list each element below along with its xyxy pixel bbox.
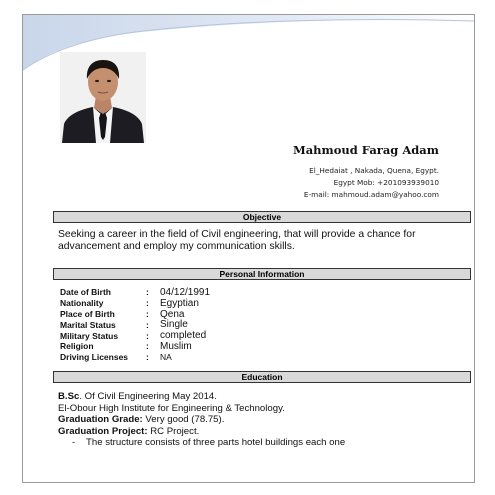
- info-value: Egyptian: [160, 297, 199, 309]
- info-value: completed: [160, 330, 207, 342]
- info-row-military-status: [60, 330, 210, 341]
- project-line: [58, 426, 468, 438]
- project-value: RC Project.: [147, 425, 200, 437]
- project-detail-line: [58, 437, 468, 449]
- contact-block: [304, 165, 439, 201]
- project-label: Graduation Project:: [58, 425, 148, 437]
- info-label: Place of Birth: [60, 308, 115, 319]
- info-label: Driving Licenses: [60, 352, 129, 363]
- objective-heading: Objective: [53, 211, 471, 223]
- info-row-place-of-birth: [60, 309, 210, 320]
- address-line: El_Hedaiat , Nakada, Quena, Egypt.: [309, 166, 439, 175]
- info-value: NA: [160, 352, 172, 363]
- degree-text: . Of Civil Engineering May 2014.: [79, 391, 217, 402]
- info-colon: :: [146, 330, 149, 341]
- info-colon: :: [146, 319, 149, 330]
- degree-line: [58, 391, 468, 403]
- candidate-name: Mahmoud Farag Adam: [293, 143, 439, 157]
- info-value: Qena: [160, 308, 185, 320]
- mobile-line: Egypt Mob: +201093939010: [333, 178, 439, 187]
- education-heading: Education: [53, 371, 471, 383]
- email-line: E-mail: mahmoud.adam@yahoo.com: [303, 190, 439, 199]
- info-colon: :: [146, 341, 149, 352]
- personal-info-heading: Personal Information: [53, 268, 471, 280]
- grade-value: Very good (78.75).: [142, 414, 225, 426]
- info-colon: :: [146, 287, 149, 298]
- dash-bullet: -: [72, 437, 76, 449]
- info-colon: :: [146, 308, 149, 319]
- info-value: Single: [160, 319, 188, 331]
- institute-line: El-Obour High Institute for Engineering & Technology.: [58, 402, 285, 414]
- personal-info-table: [60, 287, 210, 363]
- project-detail: The structure consists of three parts hotel buildings each one: [86, 437, 346, 449]
- info-row-dob: [60, 287, 210, 298]
- info-row-driving-licenses: [60, 352, 210, 363]
- info-label: Religion: [60, 341, 94, 352]
- degree-abbrev: B.Sc: [58, 391, 80, 402]
- info-value: Muslim: [160, 340, 192, 352]
- info-colon: :: [146, 298, 149, 309]
- info-label: Military Status: [60, 330, 119, 341]
- info-row-nationality: [60, 298, 210, 309]
- info-label: Marital Status: [60, 319, 116, 330]
- info-label: Nationality: [60, 298, 104, 309]
- grade-label: Graduation Grade:: [58, 414, 143, 426]
- info-value: 04/12/1991: [160, 286, 211, 298]
- info-label: Date of Birth: [60, 287, 111, 298]
- info-row-marital-status: [60, 319, 210, 330]
- education-block: [58, 391, 468, 449]
- grade-line: [58, 414, 468, 426]
- objective-text: Seeking a career in the field of Civil engineering, that will provide a chance for advancement and employ my communication skills.: [58, 229, 416, 252]
- resume-page: [22, 14, 475, 483]
- info-row-religion: [60, 341, 210, 352]
- profile-photo: [60, 52, 146, 143]
- info-colon: :: [146, 352, 149, 363]
